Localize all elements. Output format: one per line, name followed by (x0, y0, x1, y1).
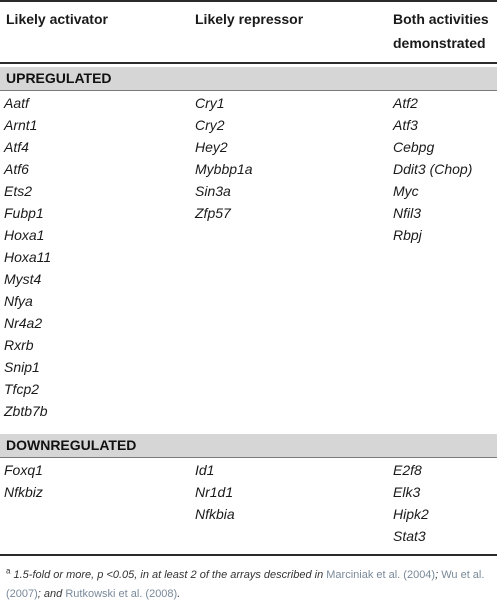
gene-cell: Hoxa11 (4, 249, 52, 265)
gene-cell: Myst4 (4, 271, 42, 287)
up-activator-column (4, 92, 51, 422)
gene-cell: Hipk2 (393, 506, 429, 522)
gene-cell: Ddit3 (Chop) (393, 161, 473, 177)
gene-cell: Foxq1 (4, 462, 43, 478)
top-rule (0, 0, 497, 2)
down-both-column (393, 459, 429, 547)
gene-cell: Stat3 (393, 528, 426, 544)
gene-cell: Fubp1 (4, 205, 44, 221)
gene-cell: Cry2 (195, 117, 225, 133)
gene-cell: Cebpg (393, 139, 435, 155)
gene-cell: Arnt1 (4, 117, 38, 133)
gene-cell: Nfkbia (195, 506, 235, 522)
footnote-separator: ; and (37, 588, 66, 600)
gene-cell: Rxrb (4, 337, 34, 353)
gene-cell: Ets2 (4, 183, 33, 199)
gene-cell: Nr4a2 (4, 315, 43, 331)
header-both-line1: Both activities (393, 11, 489, 27)
down-repressor-column (195, 459, 235, 525)
gene-cell: Atf6 (4, 161, 29, 177)
section-rule-downregulated (0, 457, 497, 458)
reference-link-wu[interactable]: Wu et al. (2007) (6, 569, 485, 600)
up-both-column (393, 92, 472, 246)
footnote-end: . (177, 588, 181, 600)
gene-cell: Rbpj (393, 227, 422, 243)
gene-cell: Myc (393, 183, 419, 199)
gene-cell: Aatf (4, 95, 29, 111)
footnote-marker: a (6, 566, 11, 576)
gene-cell: Hoxa1 (4, 227, 45, 243)
gene-cell: Zbtb7b (4, 403, 48, 419)
gene-cell: Mybbp1a (195, 161, 253, 177)
gene-cell: Nfya (4, 293, 33, 309)
up-repressor-column (195, 92, 253, 224)
gene-cell: Zfp57 (195, 205, 231, 221)
gene-cell: Nr1d1 (195, 484, 234, 500)
header-rule (0, 62, 497, 64)
gene-cell: Atf4 (4, 139, 29, 155)
gene-cell: Atf2 (393, 95, 418, 111)
down-activator-column (4, 459, 43, 503)
section-rule-upregulated (0, 90, 497, 91)
section-label-downregulated: DOWNREGULATED (6, 437, 137, 453)
footnote-text: 1.5-fold or more, p <0.05, in at least 2 of the arrays described in (10, 569, 327, 581)
gene-cell: Nfkbiz (4, 484, 43, 500)
gene-cell: Atf3 (393, 117, 418, 133)
reference-link-rutkowski[interactable]: Rutkowski et al. (2008) (65, 588, 178, 600)
footnote (6, 566, 492, 604)
section-label-upregulated: UPREGULATED (6, 70, 112, 86)
bottom-rule (0, 554, 497, 556)
gene-cell: Hey2 (195, 139, 228, 155)
header-repressor: Likely repressor (195, 11, 304, 27)
gene-cell: Elk3 (393, 484, 421, 500)
footnote-separator: ; (435, 569, 442, 581)
gene-cell: Snip1 (4, 359, 40, 375)
gene-cell: E2f8 (393, 462, 422, 478)
header-activator: Likely activator (6, 11, 108, 27)
gene-cell: Id1 (195, 462, 215, 478)
gene-cell: Tfcp2 (4, 381, 40, 397)
gene-cell: Cry1 (195, 95, 225, 111)
gene-cell: Nfil3 (393, 205, 422, 221)
header-both-line2: demonstrated (393, 35, 486, 51)
gene-cell: Sin3a (195, 183, 231, 199)
reference-link-marciniak[interactable]: Marciniak et al. (2004) (326, 569, 436, 581)
